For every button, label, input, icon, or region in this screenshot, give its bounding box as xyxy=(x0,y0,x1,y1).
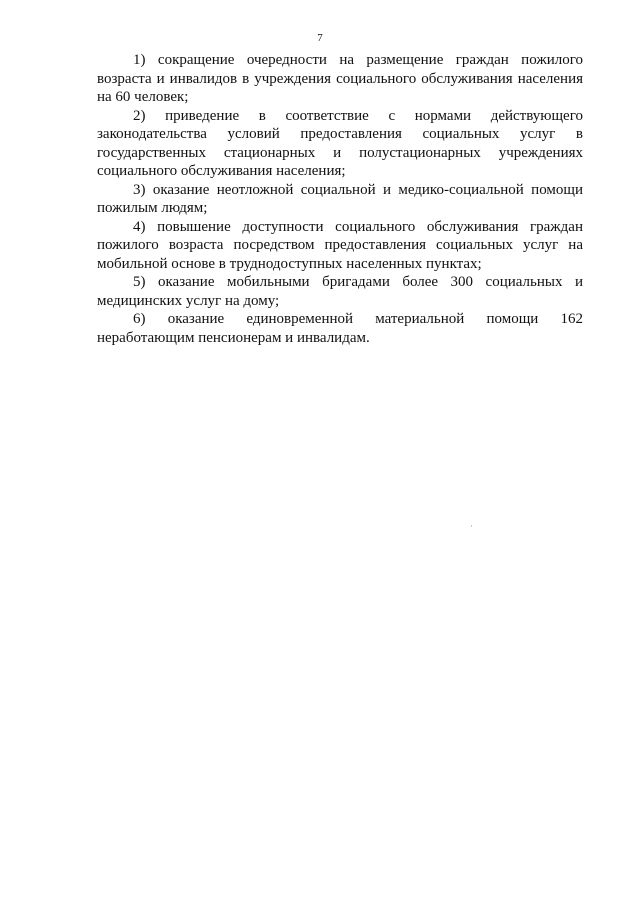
list-item: 1) сокращение очередности на размещение граждан пожилого возраста и инвалидов в учреждения социального обслуживания населения на 60 человек; xyxy=(97,52,583,105)
scan-speck xyxy=(471,525,472,527)
list-item: 4) повышение доступности социального обслуживания граждан пожилого возраста посредством предоставления социальных услуг на мобильной основе в труднодоступных населенных пунктах; xyxy=(97,218,583,272)
list-item: 6) оказание единовременной материальной помощи 162 xyxy=(133,311,583,327)
document-body xyxy=(97,51,583,347)
page-number: 7 xyxy=(317,32,323,44)
list-item-continuation: неработающим пенсионерам и инвалидам. xyxy=(97,329,370,346)
list-item: 3) оказание неотложной социальной и медико-социальной помощи пожилым людям; xyxy=(97,181,583,216)
list-item: 5) оказание мобильными бригадами более 300 социальных и медицинских услуг на дому; xyxy=(97,274,583,309)
list-item: 2) приведение в соответствие с нормами действующего законодательства условий предоставления социальных услуг в государственных стационарных и полустационарных учреждениях социального обслуживания населения; xyxy=(97,107,583,179)
